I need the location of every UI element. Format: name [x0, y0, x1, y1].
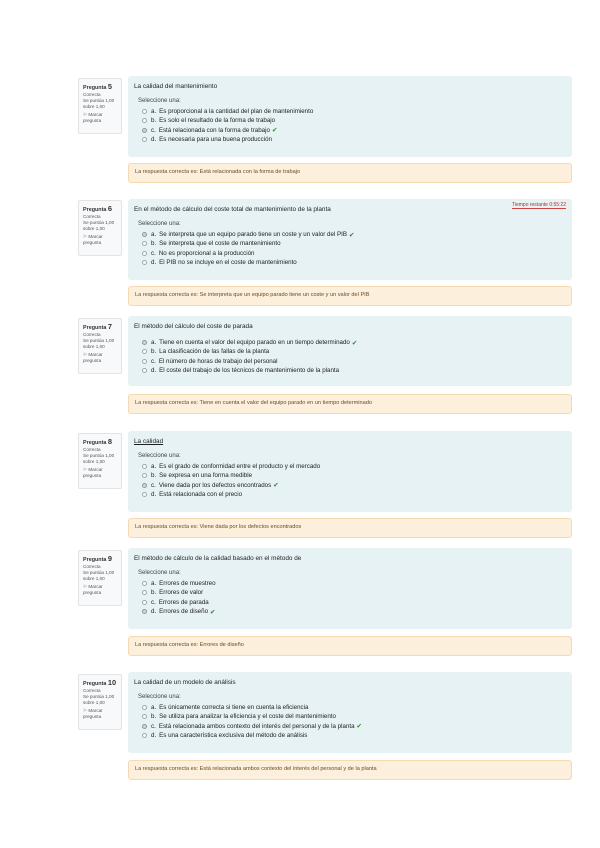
question-number: Pregunta 5 — [83, 82, 112, 91]
radio-button[interactable] — [142, 241, 147, 246]
question-stem: El método de cálculo de la calidad basado en el método de — [134, 555, 302, 562]
question-info — [78, 200, 122, 256]
question-state: Correcta — [83, 332, 101, 337]
feedback-box: La respuesta correcta es: Viene dada por los defectos encontrados — [128, 518, 572, 538]
question-state: Correcta — [83, 447, 101, 452]
flag-question-link[interactable]: ⚐ Marcar pregunta — [83, 708, 103, 719]
answer-option[interactable]: c. El número de horas de trabajo del personal — [142, 357, 566, 366]
answer-option[interactable]: d. Errores de diseño ✔ — [142, 607, 566, 616]
check-icon: ✔ — [351, 339, 358, 347]
question-info — [78, 674, 122, 730]
radio-button[interactable] — [142, 109, 147, 114]
answer-option[interactable]: b. Es solo el resultado de la forma de trabajo — [142, 116, 566, 125]
question-score: Se puntúa 1,00 sobre 1,00 — [83, 338, 115, 349]
radio-button[interactable] — [142, 492, 147, 497]
feedback-box: La respuesta correcta es: Errores de diseño — [128, 636, 572, 656]
question-stem: En el método de cálculo del coste total de mantenimiento de la planta — [134, 206, 331, 213]
check-icon: ✔ — [273, 482, 279, 490]
feedback-box: La respuesta correcta es: Se interpreta que un equipo parado tiene un coste y un valor del PIB — [128, 286, 572, 306]
question-stem: La calidad de un modelo de análisis — [134, 679, 236, 686]
answer-option[interactable]: d. Está relacionada con el precio — [142, 490, 566, 499]
radio-button[interactable] — [142, 251, 147, 256]
flag-question-link[interactable]: ⚐ Marcar pregunta — [83, 112, 103, 123]
radio-button[interactable] — [142, 705, 147, 710]
check-icon: ✔ — [210, 608, 216, 616]
answer-option[interactable]: b. Errores de valor — [142, 588, 566, 597]
answer-option[interactable]: c. Está relacionada ambos contexto del interés del personal y de la planta ✔ — [142, 722, 566, 731]
question-content — [128, 76, 572, 157]
answer-option[interactable]: a. Errores de muestreo — [142, 579, 566, 588]
flag-question-link[interactable]: ⚐ Marcar pregunta — [83, 352, 103, 363]
question-stem: La calidad del mantenimiento — [134, 83, 218, 90]
radio-button[interactable] — [142, 260, 147, 265]
radio-button[interactable] — [142, 600, 147, 605]
answer-option[interactable]: b. La clasificación de las fallas de la planta — [142, 347, 566, 356]
answer-option[interactable]: a. Es únicamente correcta si tiene en cuenta la eficiencia — [142, 703, 566, 712]
answer-option[interactable]: c. Errores de parada — [142, 598, 566, 607]
answer-prompt: Seleccione una: — [138, 453, 181, 459]
question-number: Pregunta 9 — [83, 554, 112, 563]
radio-button[interactable] — [142, 464, 147, 469]
check-icon: ✔ — [271, 127, 278, 135]
radio-button[interactable] — [142, 137, 147, 142]
radio-button[interactable] — [142, 349, 147, 354]
question-stem: La calidad — [134, 438, 164, 445]
radio-button[interactable] — [142, 340, 147, 345]
question-number: Pregunta 8 — [83, 437, 112, 446]
answer-option[interactable]: d. Es una característica exclusiva del método de análisis — [142, 731, 566, 740]
feedback-box: La respuesta correcta es: Está relacionada con la forma de trabajo — [128, 163, 572, 183]
question-info — [78, 550, 122, 606]
answer-prompt: Seleccione una: — [138, 98, 181, 104]
question-score: Se puntúa 1,00 sobre 1,00 — [83, 570, 115, 581]
answer-option[interactable]: c. Está relacionada con la forma de trabajo ✔ — [142, 126, 566, 135]
answer-option[interactable]: a. Es el grado de conformidad entre el producto y el mercado — [142, 462, 566, 471]
question-score: Se puntúa 1,00 sobre 1,00 — [83, 453, 115, 464]
answer-option[interactable]: d. Es necesaria para una buena producción — [142, 135, 566, 144]
flag-question-link[interactable]: ⚐ Marcar pregunta — [83, 584, 103, 595]
answer-option[interactable]: a. Se interpreta que un equipo parado tiene un coste y un valor del PIB ✔ — [142, 230, 566, 239]
question-stem: El método del cálculo del coste de parada — [134, 323, 253, 330]
question-number: Pregunta 10 — [83, 678, 117, 687]
answer-prompt: Seleccione una: — [138, 221, 181, 227]
feedback-box: La respuesta correcta es: Está relacionada ambos contexto del interés del personal y de la planta — [128, 760, 572, 780]
radio-button[interactable] — [142, 714, 147, 719]
check-icon: ✔ — [349, 231, 355, 239]
question-content — [128, 316, 572, 386]
timer-link[interactable]: Tiempo restante 0:55:22 — [511, 202, 566, 208]
question-state: Correcta — [83, 688, 101, 693]
question-content — [128, 199, 572, 280]
answer-prompt: Seleccione una: — [138, 694, 181, 700]
answer-option[interactable]: b. Se expresa en una forma medible — [142, 471, 566, 480]
question-info — [78, 433, 122, 489]
answer-option[interactable]: b. Se utiliza para analizar la eficiencia y el coste del mantenimiento — [142, 712, 566, 721]
question-content — [128, 672, 572, 753]
radio-button[interactable] — [142, 483, 147, 488]
radio-button[interactable] — [142, 473, 147, 478]
question-state: Correcta — [83, 214, 101, 219]
answer-option[interactable]: a. Tiene en cuenta el valor del equipo parado en un tiempo determinado ✔ — [142, 338, 566, 347]
answer-option[interactable]: a. Es proporcional a la cantidad del plan de mantenimiento — [142, 107, 566, 116]
answer-option[interactable]: d. El PIB no se incluye en el coste de mantenimiento — [142, 258, 566, 267]
radio-button[interactable] — [142, 118, 147, 123]
answer-option[interactable]: d. El coste del trabajo de los técnicos de mantenimiento de la planta — [142, 366, 566, 375]
question-number: Pregunta 6 — [83, 204, 112, 213]
flag-question-link[interactable]: ⚐ Marcar pregunta — [83, 234, 103, 245]
radio-button[interactable] — [142, 724, 147, 729]
radio-button[interactable] — [142, 232, 147, 237]
answer-option[interactable]: b. Se interpreta que el coste de mantenimiento — [142, 239, 566, 248]
question-content — [128, 548, 572, 629]
question-content — [128, 431, 572, 512]
question-number: Pregunta 7 — [83, 322, 112, 331]
radio-button[interactable] — [142, 609, 147, 614]
question-state: Correcta — [83, 564, 101, 569]
question-info — [78, 78, 122, 134]
radio-button[interactable] — [142, 581, 147, 586]
question-state: Correcta — [83, 92, 101, 97]
check-icon: ✔ — [356, 723, 363, 731]
answer-option[interactable]: c. No es proporcional a la producción — [142, 249, 566, 258]
flag-question-link[interactable]: ⚐ Marcar pregunta — [83, 467, 103, 478]
answer-prompt: Seleccione una: — [138, 570, 181, 576]
radio-button[interactable] — [142, 359, 147, 364]
answer-option[interactable]: c. Viene dada por los defectos encontrados ✔ — [142, 481, 566, 490]
radio-button[interactable] — [142, 733, 147, 738]
radio-button[interactable] — [142, 368, 147, 373]
feedback-box: La respuesta correcta es: Tiene en cuenta el valor del equipo parado en un tiempo determinado — [128, 394, 572, 414]
question-score: Se puntúa 1,00 sobre 1,00 — [83, 98, 115, 109]
question-score: Se puntúa 1,00 sobre 1,00 — [83, 694, 115, 705]
question-score: Se puntúa 1,00 sobre 1,00 — [83, 220, 115, 231]
radio-button[interactable] — [142, 128, 147, 133]
radio-button[interactable] — [142, 590, 147, 595]
question-info — [78, 318, 122, 374]
